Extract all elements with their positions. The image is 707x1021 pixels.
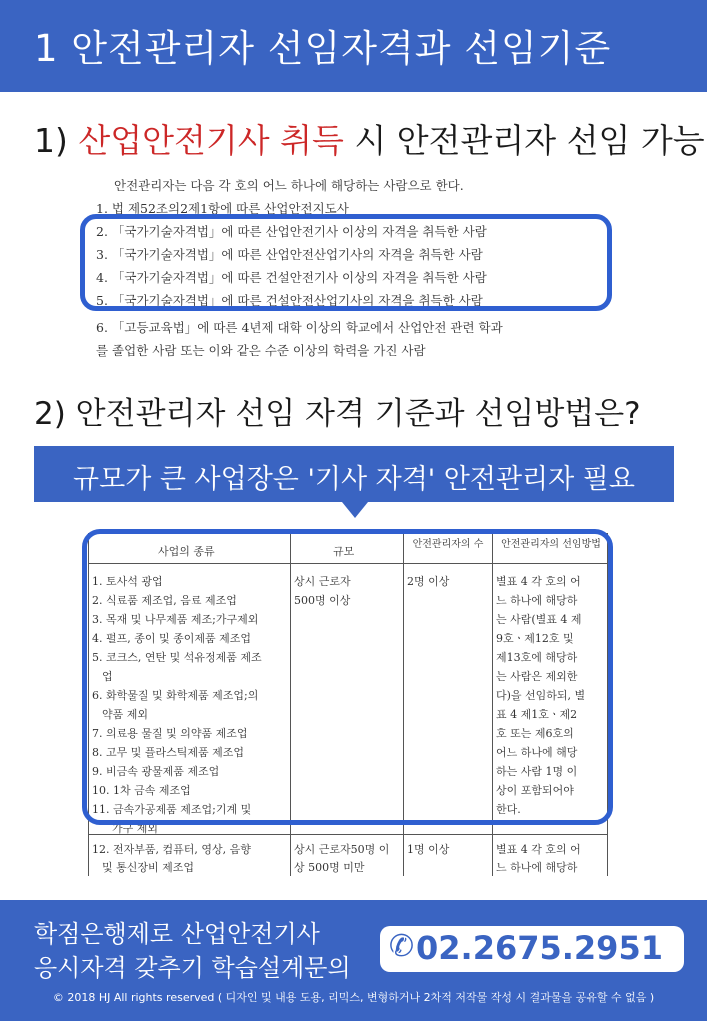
page-title: 1 안전관리자 선임자격과 선임기준: [34, 27, 612, 70]
table-cell: 8. 고무 및 플라스틱제품 제조업: [92, 746, 244, 759]
table-cell: 다)을 선임하되, 별: [496, 689, 586, 702]
section1-heading-highlight: 산업안전기사 취득: [78, 121, 344, 160]
table-header: 사업의 종류: [158, 545, 215, 558]
table-header: 규모: [333, 545, 355, 558]
table-cell: 가구 제외: [112, 822, 159, 835]
table-cell: 한다.: [496, 803, 521, 816]
highlight-box-table: [82, 529, 613, 825]
section1-heading: [34, 115, 705, 162]
section1-heading-prefix: 1): [34, 121, 79, 160]
table-cell: 6. 화학물질 및 화학제품 제조업;의: [92, 689, 259, 702]
table-cell: 상시 근로자50명 이: [294, 843, 390, 856]
table-cell: 9호ㆍ제12호 및: [496, 632, 574, 645]
table-rule: [88, 834, 608, 835]
law-line: 4. 「국가기술자격법」에 따른 건설안전기사 이상의 자격을 취득한 사람: [96, 270, 487, 285]
table-cell: 별표 4 각 호의 어: [496, 575, 581, 588]
table-cell: 12. 전자부품, 컴퓨터, 영상, 음향: [92, 843, 251, 856]
table-cell: 상이 포함되어야: [496, 784, 574, 797]
section1-heading-suffix: 시 안전관리자 선임 가능: [343, 121, 705, 160]
table-cell: 약품 제외: [102, 708, 149, 721]
table-cell: 상 500명 미만: [294, 861, 365, 874]
table-cell: 상시 근로자: [294, 575, 351, 588]
table-cell: 5. 코크스, 연탄 및 석유정제품 제조: [92, 651, 262, 664]
table-cell: 별표 4 각 호의 어: [496, 843, 581, 856]
table-cell: 1. 토사석 광업: [92, 575, 163, 588]
table-cell: 느 하나에 해당하: [496, 594, 578, 607]
footer-line-1: 학점은행제로 산업안전기사: [34, 920, 320, 948]
table-cell: 7. 의료용 물질 및 의약품 제조업: [92, 727, 248, 740]
footer-line-2: 응시자격 갖추기 학습설계문의: [34, 954, 351, 982]
law-line: 6. 「고등교육법」에 따른 4년제 대학 이상의 학교에서 산업안전 관련 학과: [96, 320, 503, 335]
law-line: 를 졸업한 사람 또는 이와 같은 수준 이상의 학력을 가진 사람: [96, 343, 426, 358]
table-header: 안전관리자의 선임방법: [501, 539, 601, 550]
table-cell: 및 통신장비 제조업: [102, 861, 195, 874]
table-cell: 3. 목재 및 나무제품 제조;가구제외: [92, 613, 259, 626]
table-cell: 11. 금속가공제품 제조업;기계 및: [92, 803, 252, 816]
phone-contact[interactable]: [380, 926, 684, 972]
table-cell: 2명 이상: [407, 575, 450, 588]
table-header: 안전관리자의 수: [412, 539, 484, 550]
phone-icon: ✆: [389, 929, 415, 964]
callout-banner: [34, 446, 674, 502]
callout-pointer: [342, 502, 368, 518]
table-cell: 10. 1차 금속 제조업: [92, 784, 191, 797]
table-cell: 표 4 제1호ㆍ제2: [496, 708, 578, 721]
table-cell: 4. 펄프, 종이 및 종이제품 제조업: [92, 632, 251, 645]
section2-heading: 2) 안전관리자 선임 자격 기준과 선임방법은?: [34, 396, 641, 432]
table-cell: 하는 사람 1명 이: [496, 765, 578, 778]
law-line: 안전관리자는 다음 각 호의 어느 하나에 해당하는 사람으로 한다.: [114, 178, 464, 193]
table-cell: 업: [102, 670, 113, 683]
law-line: 1. 법 제52조의2제1항에 따른 산업안전지도사: [96, 201, 349, 216]
law-line: 2. 「국가기술자격법」에 따른 산업안전기사 이상의 자격을 취득한 사람: [96, 224, 487, 239]
table-cell: 500명 이상: [294, 594, 351, 607]
table-cell: 1명 이상: [407, 843, 450, 856]
table-cell: 9. 비금속 광물제품 제조업: [92, 765, 220, 778]
callout-text: 규모가 큰 사업장은 '기사 자격' 안전관리자 필요: [73, 464, 635, 495]
phone-number[interactable]: 02.2675.2951: [416, 929, 663, 967]
table-cell: 어느 하나에 해당: [496, 746, 578, 759]
highlight-box-qualifications: [80, 214, 612, 311]
table-cell: 제13호에 해당하: [496, 651, 578, 664]
header-banner: [0, 0, 707, 92]
table-cell: 는 사람(별표 4 제: [496, 613, 582, 626]
table-cell: 느 하나에 해당하: [496, 861, 578, 874]
table-cell: 호 또는 제6호의: [496, 727, 574, 740]
law-line: 5. 「국가기술자격법」에 따른 건설안전산업기사의 자격을 취득한 사람: [96, 293, 483, 308]
table-cell: 2. 식료품 제조업, 음료 제조업: [92, 594, 237, 607]
table-cell: 는 사람은 제외한: [496, 670, 578, 683]
law-line: 3. 「국가기술자격법」에 따른 산업안전산업기사의 자격을 취득한 사람: [96, 247, 483, 262]
copyright-notice: © 2018 HJ All rights reserved ( 디자인 및 내용 도용, 리믹스, 변형하거나 2차적 저작물 작성 시 결과물을 공유할 수 없음 ): [52, 991, 655, 1004]
